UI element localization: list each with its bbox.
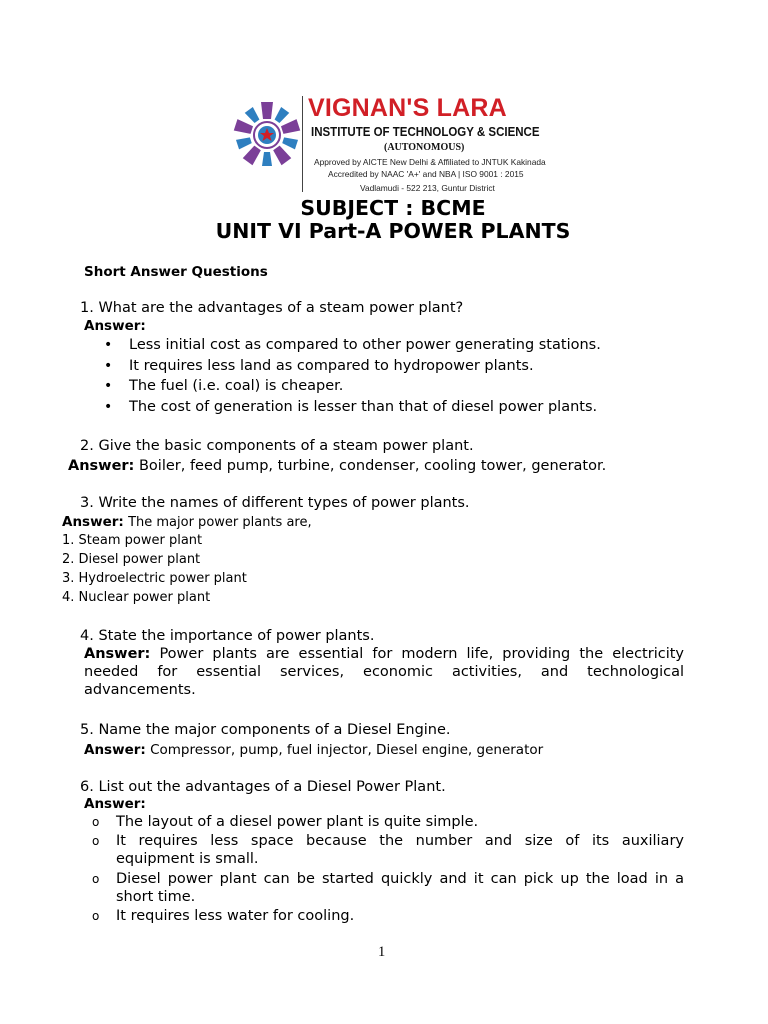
logo-institute: INSTITUTE OF TECHNOLOGY & SCIENCE — [311, 125, 540, 139]
list-item: Less initial cost as compared to other power generating stations. — [129, 337, 601, 353]
answer-text: needed for essential services, economic activities, and technological — [84, 664, 684, 680]
list-item: 3. Hydroelectric power plant — [62, 571, 247, 586]
list-item-continuation: short time. — [116, 889, 196, 905]
list-item: 2. Diesel power plant — [62, 552, 201, 567]
bullet-icon: • — [104, 399, 113, 415]
answer-text: advancements. — [84, 682, 196, 698]
circle-bullet-icon: o — [92, 872, 100, 886]
question-2 — [80, 437, 474, 456]
bullet-icon: • — [104, 378, 113, 394]
unit-heading: UNIT VI Part-A POWER PLANTS — [215, 219, 571, 243]
answer-text: Boiler, feed pump, turbine, condenser, cooling tower, generator. — [138, 458, 607, 474]
question-5 — [80, 721, 451, 740]
answer-text: Compressor, pump, fuel injector, Diesel engine, generator — [150, 742, 544, 758]
question-number: 4. — [80, 628, 94, 644]
list-item: 4. Nuclear power plant — [62, 590, 211, 605]
answer-4-line-1 — [84, 645, 684, 664]
question-number: 3. — [80, 495, 94, 511]
logo-emblem-icon — [232, 100, 302, 170]
question-6 — [80, 778, 446, 797]
question-number: 6. — [80, 779, 94, 795]
question-1 — [80, 299, 463, 318]
question-text: Give the basic components of a steam power plant. — [98, 438, 474, 454]
list-item: It requires less water for cooling. — [116, 908, 355, 924]
answer-text: Power plants are essential for modern life, providing the electricity — [159, 646, 684, 662]
section-title: Short Answer Questions — [84, 264, 268, 280]
question-3 — [80, 494, 470, 513]
question-number: 1. — [80, 300, 94, 316]
logo-name: VIGNAN'S LARA — [308, 94, 507, 122]
answer-label: Answer: — [68, 458, 135, 474]
question-text: What are the advantages of a steam power plant? — [98, 300, 464, 316]
page-number: 1 — [378, 944, 386, 960]
circle-bullet-icon: o — [92, 834, 100, 848]
circle-bullet-icon: o — [92, 909, 100, 923]
answer-3 — [62, 513, 312, 532]
question-text: Write the names of different types of power plants. — [98, 495, 470, 511]
subject-heading: SUBJECT : BCME — [300, 196, 486, 220]
answer-label: Answer: — [84, 742, 146, 758]
question-text: Name the major components of a Diesel Engine. — [98, 722, 451, 738]
logo-divider — [302, 96, 303, 192]
list-item: It requires less land as compared to hydropower plants. — [129, 358, 534, 374]
question-text: List out the advantages of a Diesel Power Plant. — [98, 779, 446, 795]
answer-label: Answer: — [84, 646, 151, 662]
answer-label: Answer: — [84, 796, 146, 812]
circle-bullet-icon: o — [92, 815, 100, 829]
logo-address: Vadlamudi - 522 213, Guntur District — [360, 183, 495, 193]
list-item-continuation: equipment is small. — [116, 851, 259, 867]
answer-label: Answer: — [62, 514, 124, 530]
list-item: It requires less space because the number and size of its auxiliary — [116, 833, 684, 849]
bullet-icon: • — [104, 358, 113, 374]
list-item: 1. Steam power plant — [62, 533, 203, 548]
answer-text: The major power plants are, — [128, 515, 312, 530]
institute-logo — [232, 92, 546, 196]
logo-accreditation: Accredited by NAAC 'A+' and NBA | ISO 9001 : 2015 — [328, 169, 524, 179]
bullet-icon: • — [104, 337, 113, 353]
question-number: 5. — [80, 722, 94, 738]
list-item: Diesel power plant can be started quickly and it can pick up the load in a — [116, 871, 684, 887]
question-number: 2. — [80, 438, 94, 454]
list-item: The fuel (i.e. coal) is cheaper. — [129, 378, 344, 394]
answer-5 — [84, 741, 543, 759]
logo-autonomous: (AUTONOMOUS) — [384, 142, 465, 153]
answer-label: Answer: — [84, 318, 146, 334]
answer-2 — [68, 457, 606, 476]
list-item: The layout of a diesel power plant is quite simple. — [116, 814, 479, 830]
question-text: State the importance of power plants. — [98, 628, 375, 644]
list-item: The cost of generation is lesser than that of diesel power plants. — [129, 399, 598, 415]
logo-approval: Approved by AICTE New Delhi & Affiliated to JNTUK Kakinada — [314, 157, 546, 167]
question-4 — [80, 627, 374, 646]
